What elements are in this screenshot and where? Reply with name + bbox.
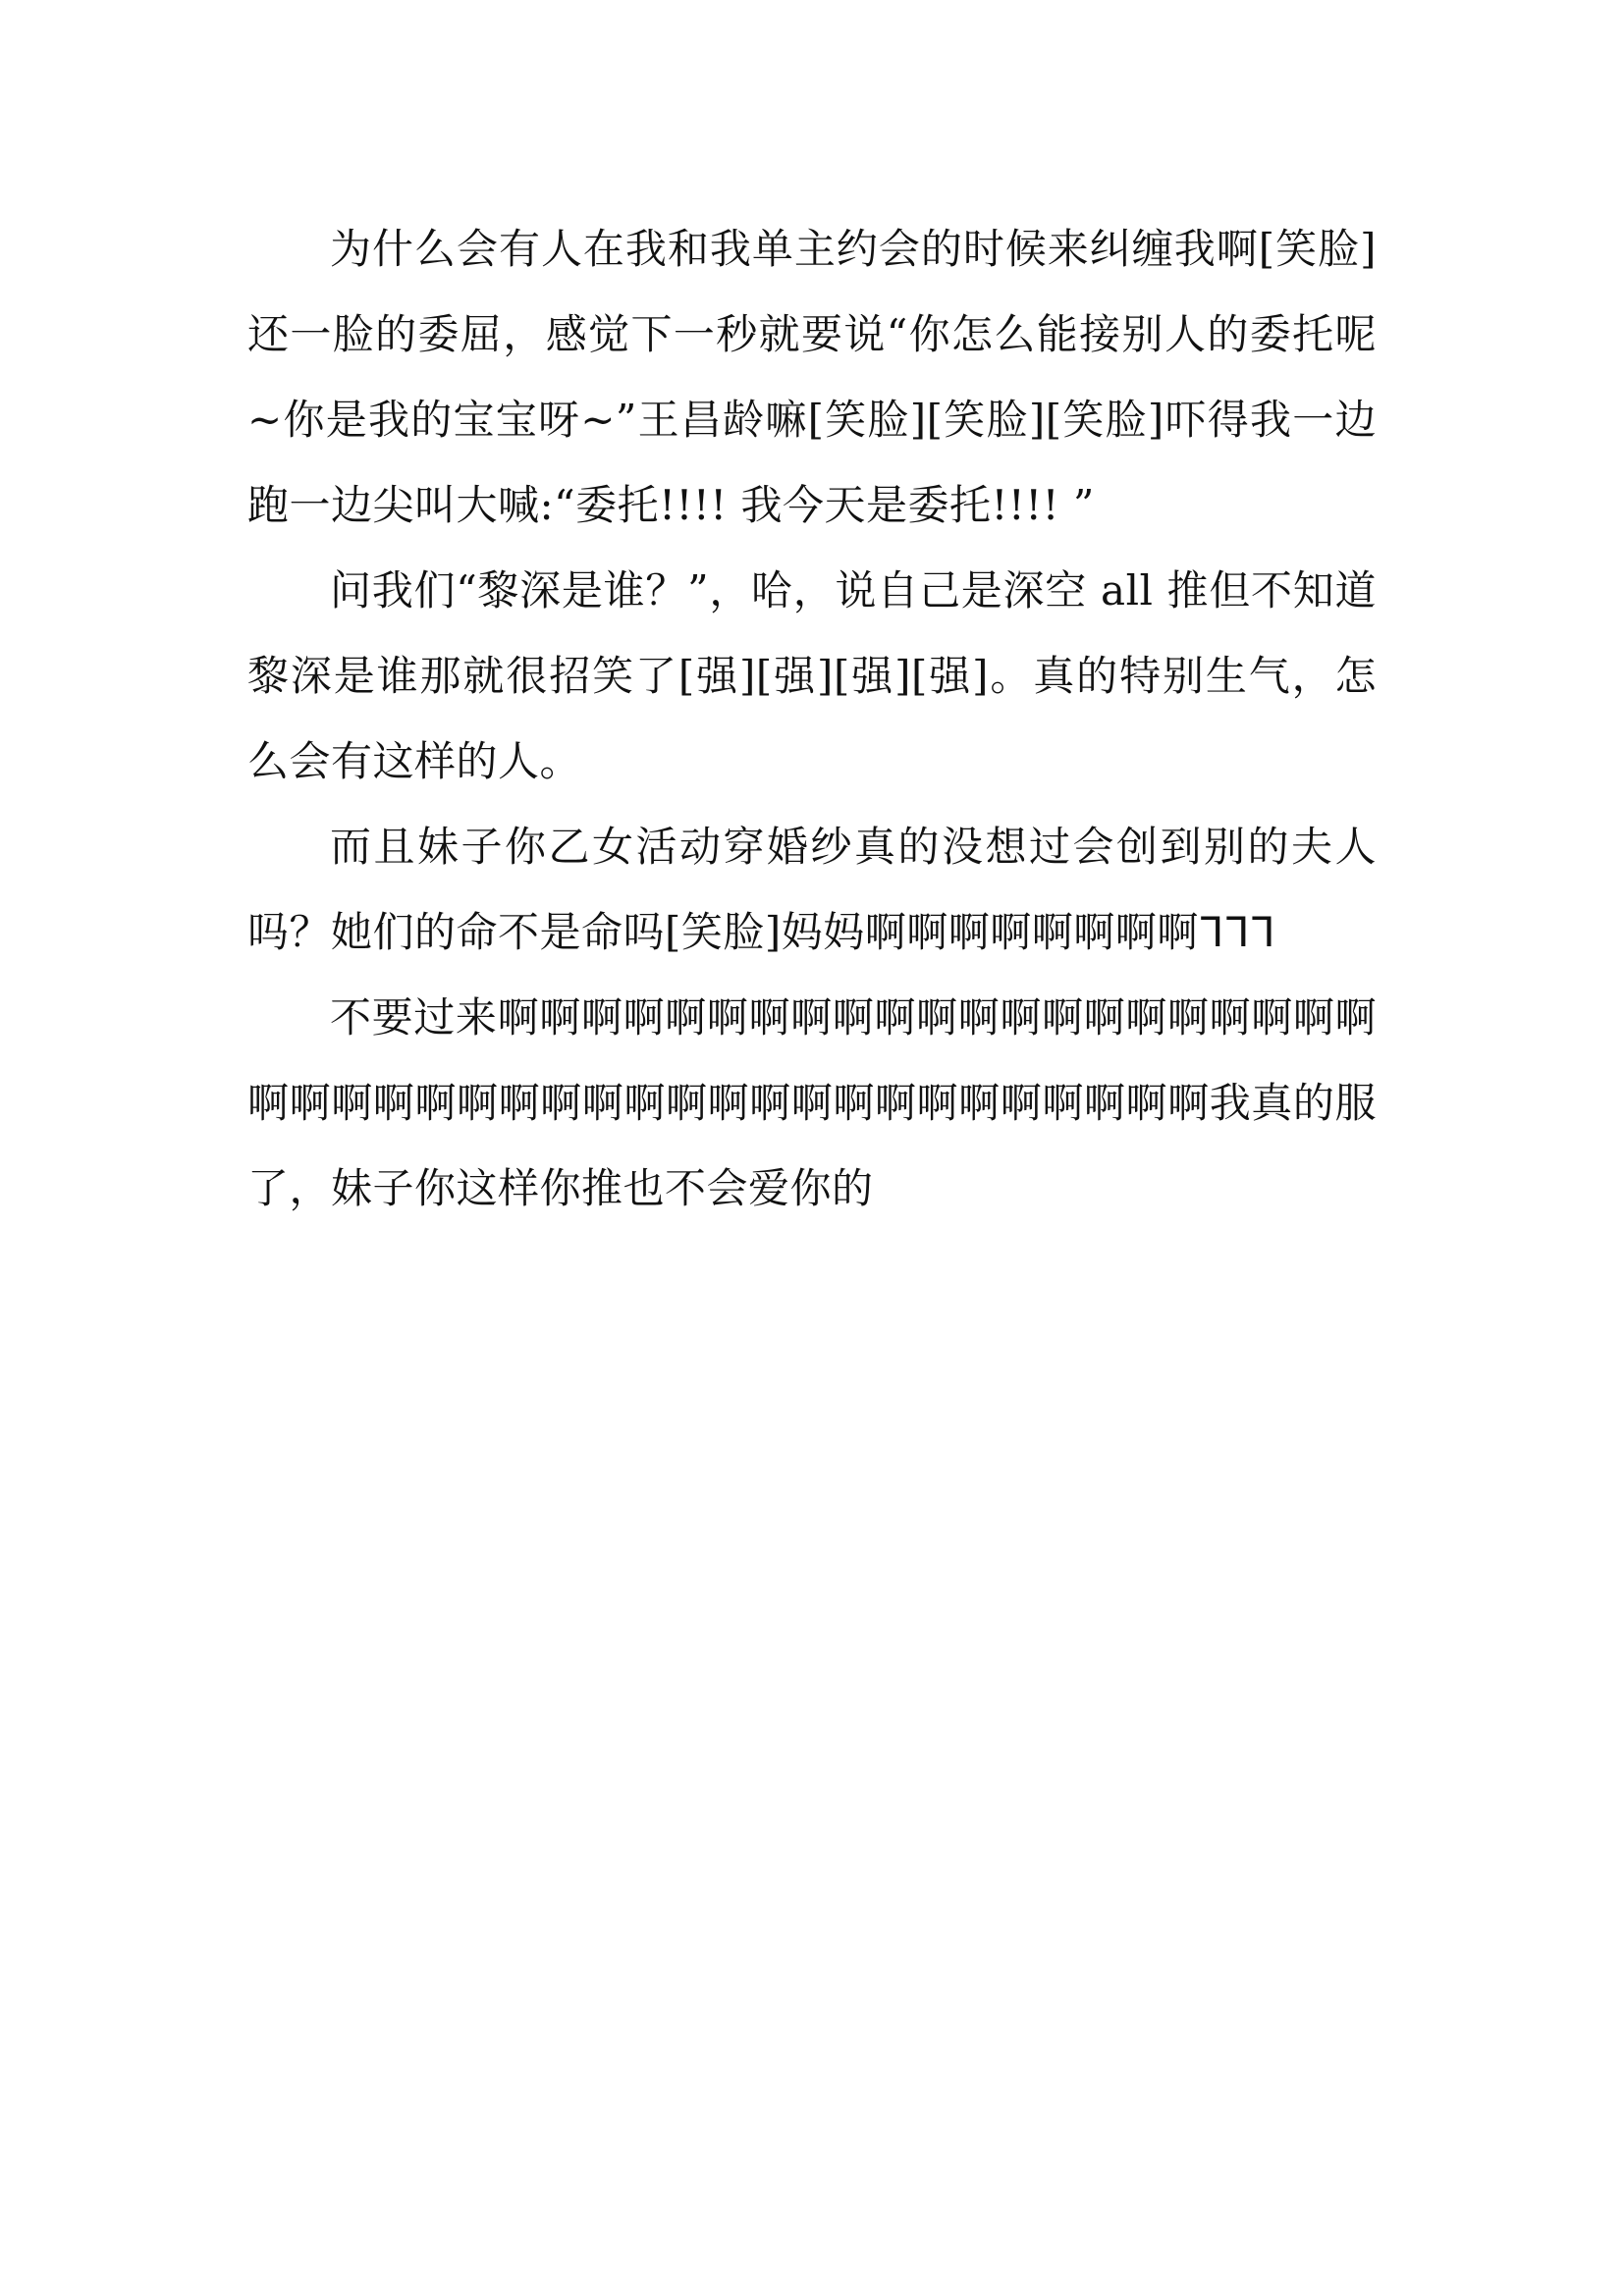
paragraph-2: 问我们“黎深是谁？”，哈，说自己是深空 all 推但不知道黎深是谁那就很招笑了[强][强][强][强]。真的特别生气，怎么会有这样的人。: [247, 566, 1377, 785]
paragraph-1: 为什么会有人在我和我单主约会的时候来纠缠我啊[笑脸]还一脸的委屈，感觉下一秒就要说“你怎么能接别人的委托呢~你是我的宝宝呀~”王昌龄嘛[笑脸][笑脸][笑脸]吓得我一边跑一边尖叫大喊:“委托!!!! 我今天是委托!!!! ”: [247, 225, 1377, 529]
paragraph-4: 不要过来啊啊啊啊啊啊啊啊啊啊啊啊啊啊啊啊啊啊啊啊啊啊啊啊啊啊啊啊啊啊啊啊啊啊啊啊啊啊啊啊啊啊啊啊我真的服了，妹子你这样你推也不会爱你的: [247, 993, 1377, 1212]
paragraph-3: 而且妹子你乙女活动穿婚纱真的没想过会创到别的夫人吗？她们的命不是命吗[笑脸]妈妈啊啊啊啊啊啊啊啊ᒣᒣᒣ: [247, 823, 1377, 956]
document-body: [247, 206, 1377, 1231]
